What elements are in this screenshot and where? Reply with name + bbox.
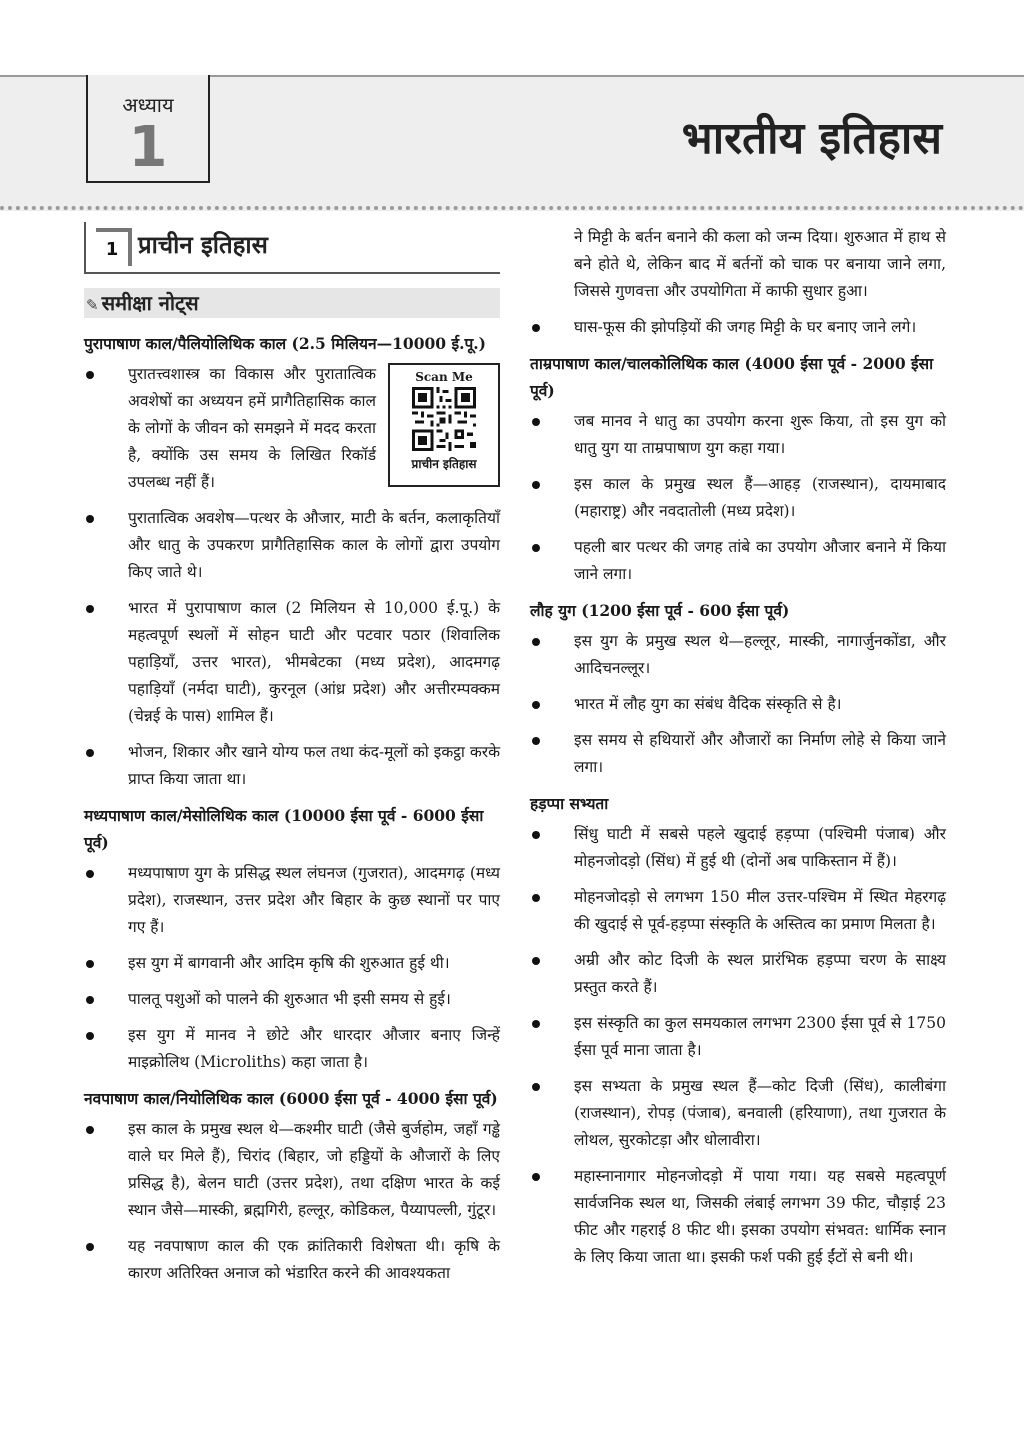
list-item <box>530 628 946 682</box>
review-notes-label: समीक्षा नोट्स <box>101 291 199 315</box>
left-column <box>84 222 500 1296</box>
list-item-text: अम्री और कोट दिजी के स्थल प्रारंभिक हड़प्पा चरण के साक्ष्य प्रस्तुत करते हैं। <box>574 951 946 996</box>
chalcolithic-list <box>530 408 946 588</box>
list-item-text: भारत में लौह युग का संबंध वैदिक संस्कृति से है। <box>574 695 842 713</box>
bullet-icon <box>532 324 540 332</box>
list-item-text: यह नवपाषाण काल की एक क्रांतिकारी विशेषता थी। कृषि के कारण अतिरिक्त अनाज को भंडारित करने की आवश्यकता <box>128 1237 500 1282</box>
bullet-icon <box>86 515 94 523</box>
mesolithic-heading: मध्यपाषाण काल/मेसोलिथिक काल (10000 ईसा पूर्व - 6000 ईसा पूर्व) <box>84 806 484 852</box>
bullet-icon <box>532 957 540 965</box>
bullet-icon <box>532 481 540 489</box>
list-item-text: पालतू पशुओं को पालने की शुरुआत भी इसी समय से हुई। <box>128 990 451 1008</box>
list-item <box>530 1163 946 1271</box>
list-item-text: पुरातत्त्वशास्त्र का विकास और पुरातात्विक अवशेषों का अध्ययन हमें प्रागैतिहासिक काल के लोगों के जीवन को समझने में मदद करता है, क्योंकि उस समय के लिखित रिकॉर्ड उपलब्ध नहीं हैं। <box>128 365 376 491</box>
list-item <box>84 860 500 941</box>
bullet-icon <box>86 371 94 379</box>
list-item-text: भारत में पुरापाषाण काल (2 मिलियन से 10,000 ई.पू.) के महत्वपूर्ण स्थलों में सोहन घाटी और पटवार पठार (शिवालिक पहाड़ियाँ, उत्तर भारत), भीमबेटका (मध्य प्रदेश), आदमगढ़ पहाड़ियाँ (नर्मदा घाटी), कुरनूल (आंध्र प्रदेश) और अत्तीरम्पक्कम (चेन्नई के पास) शामिल हैं। <box>128 599 500 725</box>
list-item <box>530 727 946 781</box>
continued-text: ने मिट्टी के बर्तन बनाने की कला को जन्म दिया। शुरुआत में हाथ से बने होते थे, लेकिन बाद में बर्तनों को चाक पर बनाया जाने लगा, जिससे गुणवत्ता और उपयोगिता में काफी सुधार हुआ। <box>574 228 946 300</box>
bullet-icon <box>532 1173 540 1181</box>
continued-list <box>530 314 946 341</box>
list-item <box>530 947 946 1001</box>
bullet-icon <box>532 831 540 839</box>
list-item <box>530 821 946 875</box>
neolithic-list <box>84 1116 500 1287</box>
list-item-text: सिंधु घाटी में सबसे पहले खुदाई हड़प्पा (पश्चिमी पंजाब) और मोहनजोदड़ो (सिंध) में हुई थी (दोनों अब पाकिस्तान में हैं)। <box>574 825 946 870</box>
list-item <box>530 534 946 588</box>
chapter-label: अध्याय <box>122 93 174 117</box>
list-item-text: इस युग के प्रमुख स्थल थे—हल्लूर, मास्की, नागार्जुनकोंडा, और आदिचनल्लूर। <box>574 632 946 677</box>
bullet-icon <box>532 894 540 902</box>
iron-age-heading: लौह युग (1200 ईसा पूर्व - 600 ईसा पूर्व) <box>530 601 790 620</box>
chalcolithic-heading: ताम्रपाषाण काल/चालकोलिथिक काल (4000 ईसा पूर्व - 2000 ईसा पूर्व) <box>530 354 934 400</box>
qr-bullet-row <box>84 361 500 505</box>
bullet-icon <box>532 544 540 552</box>
list-item <box>84 1022 500 1076</box>
list-item-text: इस संस्कृति का कुल समयकाल लगभग 2300 ईसा पूर्व से 1750 ईसा पूर्व माना जाता है। <box>574 1014 946 1059</box>
review-notes-bar <box>84 288 500 318</box>
list-item <box>84 986 500 1013</box>
list-item <box>84 361 376 496</box>
dotted-divider <box>0 206 1024 210</box>
bullet-icon <box>86 870 94 878</box>
section-title: प्राचीन इतिहास <box>138 231 268 259</box>
chapter-number: 1 <box>128 115 168 180</box>
list-item <box>84 739 500 793</box>
harappa-heading: हड़प्पा सभ्यता <box>530 794 609 813</box>
bullet-icon <box>86 996 94 1004</box>
bullet-icon <box>532 737 540 745</box>
list-item <box>84 1116 500 1224</box>
list-item-text: पुरातात्विक अवशेष—पत्थर के औजार, माटी के बर्तन, कलाकृतियाँ और धातु के उपकरण प्रागैतिहासिक काल के लोगों द्वारा उपयोग किए जाते थे। <box>128 509 500 581</box>
section-heading <box>84 222 500 274</box>
list-item <box>84 950 500 977</box>
list-item <box>84 1233 500 1287</box>
chapter-box <box>86 75 210 183</box>
mesolithic-list <box>84 860 500 1076</box>
qr-label: Scan Me <box>415 370 473 384</box>
list-item-text: इस युग में बागवानी और आदिम कृषि की शुरुआत हुई थी। <box>128 954 450 972</box>
list-item <box>84 595 500 730</box>
neolithic-heading: नवपाषाण काल/नियोलिथिक काल (6000 ईसा पूर्व - 4000 ईसा पूर्व) <box>84 1089 498 1108</box>
bullet-icon <box>86 1032 94 1040</box>
list-item <box>530 691 946 718</box>
bullet-icon <box>86 1243 94 1251</box>
bullet-icon <box>532 1083 540 1091</box>
list-item-text: महास्नानागार मोहनजोदड़ो में पाया गया। यह सबसे महत्वपूर्ण सार्वजनिक स्थल था, जिसकी लंबाई लगभग 39 फीट, चौड़ाई 23 फीट और गहराई 8 फीट थी। इसका उपयोग संभवत: धार्मिक स्नान के लिए किया जाता था। इसकी फर्श पकी हुई ईंटों से बनी थी। <box>574 1167 946 1266</box>
list-item <box>530 314 946 341</box>
list-item-text: मोहनजोदड़ो से लगभग 150 मील उत्तर-पश्चिम में स्थित मेहरगढ़ की खुदाई से पूर्व-हड़प्पा संस्कृति के अस्तित्व का प्रमाण मिलता है। <box>574 888 946 933</box>
list-item-text: पहली बार पत्थर की जगह तांबे का उपयोग औजार बनाने में किया जाने लगा। <box>574 538 946 583</box>
list-item-text: इस समय से हथियारों और औजारों का निर्माण लोहे से किया जाने लगा। <box>574 731 946 776</box>
list-item <box>530 471 946 525</box>
paleolithic-list-first <box>84 361 376 505</box>
list-item <box>530 1073 946 1154</box>
list-item-text: भोजन, शिकार और खाने योग्य फल तथा कंद-मूलों को इकट्ठा करके प्राप्त किया जाता था। <box>128 743 500 788</box>
list-item-text: इस काल के प्रमुख स्थल हैं—आहड़ (राजस्थान), दायमाबाद (महाराष्ट्र) और नवदातोली (मध्य प्रदेश)। <box>574 475 946 520</box>
list-item-text: इस काल के प्रमुख स्थल थे—कश्मीर घाटी (जैसे बुर्जहोम, जहाँ गड्ढे वाले घर मिले हैं), चिरांद (बिहार, जो हड्डियों के औजारों के लिए प्रसिद्ध है), बेलन घाटी (उत्तर प्रदेश), तथा दक्षिण भारत के कई स्थान जैसे—मास्की, ब्रह्मगिरी, हल्लूर, कोडिकल, पैय्यापल्ली, गुंटूर। <box>128 1120 500 1219</box>
bullet-icon <box>532 418 540 426</box>
paleolithic-heading: पुरापाषाण काल/पैलियोलिथिक काल (2.5 मिलियन—10000 ई.पू.) <box>84 334 486 353</box>
qr-code-icon[interactable] <box>412 387 476 451</box>
paleolithic-list <box>84 505 500 793</box>
list-item-text: मध्यपाषाण युग के प्रसिद्ध स्थल लंघनज (गुजरात), आदमगढ़ (मध्य प्रदेश), राजस्थान, उत्तर प्रदेश और बिहार के कुछ स्थानों पर पाए गए हैं। <box>128 864 500 936</box>
section-number: 1 <box>96 228 132 266</box>
list-item <box>530 408 946 462</box>
bullet-icon <box>86 1126 94 1134</box>
list-item-text: घास-फूस की झोपड़ियों की जगह मिट्टी के घर बनाए जाने लगे। <box>574 318 917 336</box>
iron-age-list <box>530 628 946 781</box>
bullet-icon <box>532 701 540 709</box>
bullet-icon <box>532 638 540 646</box>
pen-hand-icon: ✎ <box>86 296 99 314</box>
qr-scan-box[interactable] <box>388 363 500 487</box>
qr-caption: प्राचीन इतिहास <box>411 457 477 471</box>
list-item-text: इस सभ्यता के प्रमुख स्थल हैं—कोट दिजी (सिंध), कालीबंगा (राजस्थान), रोपड़ (पंजाब), बनवाली (हरियाणा), तथा गुजरात के लोथल, सुरकोटड़ा और धोलावीरा। <box>574 1077 946 1149</box>
bullet-icon <box>86 749 94 757</box>
right-column <box>530 224 946 1280</box>
list-item-text: इस युग में मानव ने छोटे और धारदार औजार बनाए जिन्हें माइक्रोलिथ (Microliths) कहा जाता है। <box>128 1026 500 1071</box>
chapter-title: भारतीय इतिहास <box>681 113 942 164</box>
list-item <box>530 1010 946 1064</box>
harappa-list <box>530 821 946 1271</box>
list-item <box>84 505 500 586</box>
list-item-text: जब मानव ने धातु का उपयोग करना शुरू किया, तो इस युग को धातु युग या ताम्रपाषाण युग कहा गया। <box>574 412 946 457</box>
bullet-icon <box>532 1020 540 1028</box>
bullet-icon <box>86 960 94 968</box>
list-item <box>530 884 946 938</box>
bullet-icon <box>86 605 94 613</box>
